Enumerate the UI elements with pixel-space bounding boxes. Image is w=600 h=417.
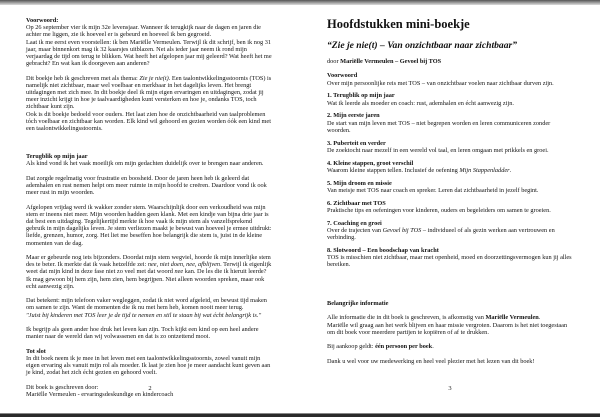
text: Waarom kleine stappen tellen. Inclusief de oefening — [327, 166, 460, 174]
paragraph — [327, 314, 573, 321]
text: . Terwijl ik eigenlijk weet dat mijn kind in deze fase niet zo veel met dat woord — [26, 261, 272, 276]
paragraph — [26, 254, 272, 290]
book-subtitle: “Zie je nie(t) – Van onzichtbaar naar zichtbaar” — [327, 40, 518, 51]
chapter-item — [327, 180, 573, 194]
chapter-title: Voorwoord — [327, 72, 358, 80]
text: . Een taalontwikkelingsstoornis (TOS) is namelijk niet zichtbaar, maar wel voelbaar en merkbaar in het dagelijks leven. Het brengt uitdagingen met zich mee. In dit boekje deel ik mijn eigen ervaringen en uitdagingen, zodat jij meer inzicht krijgt in hoe je taalvaardigheden kunt versterken en hoe je, ondanks TOS, toch zichtbaar kunt zijn. — [26, 74, 272, 111]
chapter-description — [327, 187, 573, 194]
quote: "Juist bij kinderen met TOS leer je de tijd te nemen en stil te staan bij wat écht belangrijk is." — [26, 311, 262, 319]
page-3 — [300, 5, 600, 413]
chapter-description — [327, 80, 573, 87]
paragraph: Als kind vond ik het vaak moeilijk om mijn gedachten duidelijk over te brengen naar anderen. — [26, 160, 264, 168]
chapter-title: 3. Puberteit en verder — [327, 139, 386, 147]
chapter-title: 2. Mijn eerste jaren — [327, 112, 380, 120]
text: nee — [174, 268, 184, 276]
paragraph: Dat zorgde regelmatig voor frustratie en boosheid. Door de jaren heen heb ik geleerd dat ademhalen en rust nemen helpt om meer ruimte in mijn hoofd te creëren. Daardoor vond ik ook meer rust in mijn woorden. — [26, 174, 267, 197]
text: Van meisje met TOS naar coach en spreker. Leren dat zichtbaarheid in jezelf begint. — [327, 186, 539, 194]
text: Alle informatie die in dit boek is geschreven, is afkomstig van — [327, 314, 486, 322]
text: Bij aankoop geldt: — [327, 343, 376, 351]
text: De start van mijn leven met TOS – niet begrepen worden en leren communiceren zonder woorden. — [327, 119, 551, 134]
byline — [327, 58, 573, 65]
page-2 — [0, 5, 300, 413]
chapter-item — [327, 112, 573, 134]
terugblik-heading: Terugblik op mijn jaar — [26, 153, 88, 161]
chapter-list — [327, 72, 573, 268]
text: Over de trajecten van — [327, 226, 383, 234]
chapter-title: 4. Kleine stappen, groot verschil — [327, 159, 414, 167]
chapter-item — [327, 92, 573, 106]
page-2-text — [26, 17, 272, 398]
text: Gevoel bij TOS — [382, 226, 422, 234]
text: – individueel of als gezin werken aan vertrouwen en verbinding. — [327, 226, 555, 241]
chapter-description — [327, 100, 573, 107]
text: Dit boekje heb ik geschreven met als thema: — [26, 74, 140, 82]
paragraph — [26, 75, 272, 111]
chapter-title: 8. Slotwoord – Een boodschap van kracht — [327, 246, 439, 254]
text: . — [538, 314, 541, 322]
chapter-item — [327, 140, 573, 154]
voorwoord-heading: Voorwoord: — [26, 17, 59, 24]
paragraph: In dit boek neem ik je mee in het leven met een taalontwikkelingsstoornis, zowel vanuit mijn eigen ervaring als vanuit mijn rol als moeder. Ik laat je zien hoe je meer aandacht kunt geven aan je kind, zodat het zich écht gezien en gehoord voelt. — [26, 354, 271, 377]
text: TOS is misschien niet zichtbaar, maar met openheid, moed en doorzettingsvermogen kun jij alles bereiken. — [327, 254, 572, 269]
text: Mijn Stappenladder — [459, 166, 510, 174]
theme-text: Zie je nie(t) — [139, 74, 169, 82]
chapter-item — [327, 200, 573, 214]
chapter-title: 6. Zichtbaar met TOS — [327, 199, 386, 207]
paragraph: Ik begrijp als geen ander hoe druk het leven kan zijn. Toch kijkt een kind op een heel andere manier naar de wereld dan wij volwassenen en dat is zo ontzettend mooi. — [26, 326, 259, 341]
page-title: Hoofdstukken mini-boekje — [327, 17, 470, 31]
tot-slot-heading: Tot slot — [26, 347, 46, 355]
info-heading: Belangrijke informatie — [327, 300, 389, 307]
viewer-bottom-bar — [0, 413, 600, 417]
chapter-description — [327, 120, 573, 134]
chapter-title: 7. Coaching en groei — [327, 219, 382, 227]
text: nee, niet doen, nee, afblijven — [147, 261, 221, 269]
author-name: Mariëlle Vermeulen - ervaringsdeskundige en kindercoach — [26, 390, 174, 398]
text: door — [327, 58, 341, 65]
chapter-item — [327, 247, 573, 269]
paragraph: Afgelopen vrijdag werd ik wakker zonder stem. Waarschijnlijk door een verkoudheid was mijn stem er ineens niet meer. Mijn woorden hadden geen klank. Met een kindje van bijna drie jaar is dat best een uitdaging. Tegelijkertijd merkte ik hoe vaak ik mijn stem als vanzelfsprekend gebruik in mijn dagelijks leven. Je stem verliezen maakt je bewust van hoeveel je ermee uitdrukt: liefde, grenzen, humor, zorg. Het liet me beseffen hoe belangrijk die stem is, juist in de kleine momenten van de dag. — [26, 203, 272, 247]
text: Wat ik leerde als moeder en coach: rust, ademhalen en écht aanwezig zijn. — [327, 99, 514, 107]
text: kan. De les die ik hieruit leerde? Ik mag gewoon bij hem zijn, hem zien, hem begrijpen. Niet alleen woorden spreken, maar ook echt aanwezig zijn. — [26, 268, 267, 290]
chapter-item — [327, 160, 573, 174]
chapter-item — [327, 72, 573, 86]
text: . — [432, 343, 434, 351]
chapter-description — [327, 147, 573, 154]
chapter-item — [327, 220, 573, 242]
text: Mariëlle Vermeulen — [485, 314, 539, 322]
chapter-description — [327, 227, 573, 241]
paragraph: Laat ik me eerst even voorstellen: ik ben Mariëlle Vermeulen. Terwijl ik dit schrijf, ben ik nog 31 jaar, maar binnenkort mag ik 32 kaarsjes uitblazen. Net als ieder jaar neem ik rond mijn verjaardag de tijd om terug te blikken. Wat heeft het afgelopen jaar mij geleerd? Wat heeft het me gebracht? En wat kan ik doorgeven aan anderen? — [26, 38, 272, 68]
paragraph — [327, 343, 573, 350]
chapter-title: 1. Terugblik op mijn jaar — [327, 92, 395, 100]
page-number: 2 — [148, 385, 152, 392]
text: De zoektocht naar mezelf in een wereld vol taal, en leren omgaan met prikkels en groei. — [327, 146, 549, 154]
paragraph: Dat betekent: mijn telefoon vaker wegleggen, zodat ik niet word afgeleid, en bewust tijd maken om samen te zijn. Want de momenten die ik nu met hem heb, komen nooit meer terug. — [26, 297, 267, 312]
author: Mariëlle Vermeulen – Gevoel bij TOS — [340, 58, 442, 65]
author-line: Dit boek is geschreven door: — [26, 383, 99, 391]
chapter-description — [327, 207, 573, 214]
text: . — [509, 166, 512, 174]
page-3-text — [327, 17, 573, 372]
paragraph: Op 26 september vier ik mijn 32e levensjaar. Wanneer ik terugkijk naar de dagen en jaren die achter me liggen, zie ik hoeveel er is gebeurd en hoeveel ik ben gegroeid. — [26, 24, 261, 39]
chapter-description — [327, 167, 573, 174]
chapter-description — [327, 254, 573, 268]
text: Over mijn persoonlijke reis met TOS – van onzichtbaar voelen naar zichtbaar durven zijn. — [327, 79, 554, 87]
chapter-title: 5. Mijn droom en missie — [327, 179, 392, 187]
paragraph: Ook is dit boekje bedoeld voor ouders. Het laat zien hoe de onzichtbaarheid van taalproblemen tóch voelbaar en zichtbaar kan worden. Elk kind wil gehoord en gezien worden óók een kind met een taalontwikkelingsstoornis. — [26, 110, 271, 133]
paragraph: Mariëlle wil graag aan het werk blijven en haar missie vergroten. Daarom is het niet toegestaan om dit boek voor meerdere partijen te kopiëren of af te drukken. — [327, 321, 568, 336]
text: Maar er gebeurde nog iets bijzonders. Doordat mijn stem wegviel, hoorde ik mijn innerlijke stem des te beter. Ik merkte dat ik vaak hetzelfde zei: — [26, 254, 271, 269]
page-number: 3 — [448, 385, 452, 392]
paragraph: Dank u wel voor uw medewerking en heel veel plezier met het lezen van dit boek! — [327, 357, 535, 365]
text: Praktische tips en oefeningen voor kinderen, ouders en begeleiders om samen te groeien. — [327, 206, 551, 214]
text: één persoon per boek — [375, 343, 433, 351]
